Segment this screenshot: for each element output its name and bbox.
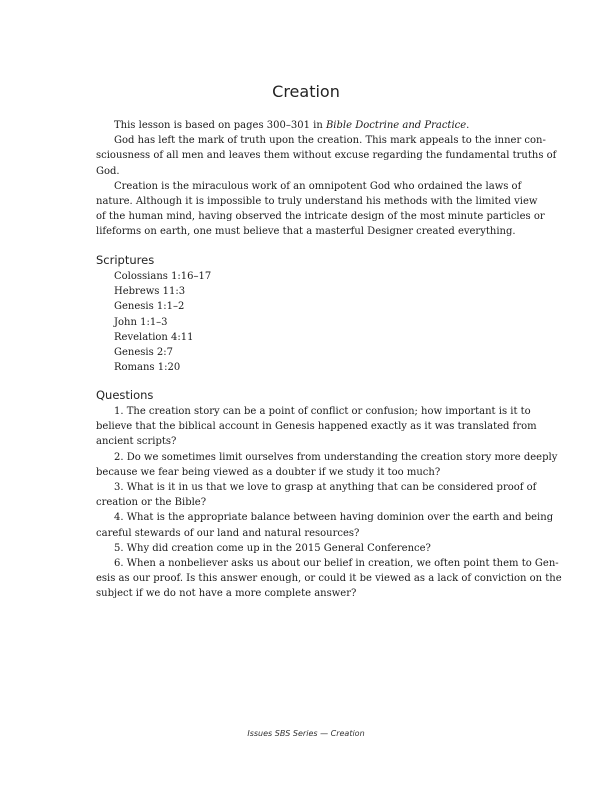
scripture-item: John 1:1–3 — [114, 316, 168, 328]
intro-p2-line: lifeforms on earth, one must believe that a masterful Designer created everything. — [96, 226, 516, 238]
question-line: 4. What is the appropriate balance between having dominion over the earth and being — [114, 512, 554, 524]
scripture-item: Revelation 4:11 — [114, 331, 194, 343]
questions-heading: Questions — [96, 388, 154, 402]
question-line: believe that the biblical account in Genesis happened exactly as it was translated from — [96, 421, 537, 433]
page-title: Creation — [272, 82, 340, 101]
question-line: esis as our proof. Is this answer enough, or could it be viewed as a lack of conviction on the — [96, 573, 562, 585]
intro-p2-line: of the human mind, having observed the intricate design of the most minute particles or — [96, 211, 545, 223]
intro-p1-line: sciousness of all men and leaves them without excuse regarding the fundamental truths of — [96, 150, 557, 162]
intro-section — [96, 118, 557, 240]
footer-topic: Creation — [330, 729, 365, 738]
question-line: careful stewards of our land and natural resources? — [96, 527, 360, 539]
question-line: creation or the Bible? — [96, 497, 207, 509]
question-line: 1. The creation story can be a point of conflict or confusion; how important is it to — [114, 406, 531, 417]
question-line: because we fear being viewed as a doubter if we study it too much? — [96, 466, 441, 478]
scriptures-section — [96, 269, 520, 375]
question-line: 6. When a nonbeliever asks us about our belief in creation, we often point them to Gen- — [114, 558, 559, 570]
intro-p1-line: God. — [96, 165, 120, 177]
intro-p2-line: nature. Although it is impossible to truly understand his methods with the limited view — [96, 196, 538, 208]
intro-p2-line: Creation is the miraculous work of an omnipotent God who ordained the laws of — [114, 180, 522, 192]
scripture-item: Genesis 2:7 — [114, 347, 173, 359]
scripture-item: Genesis 1:1–2 — [114, 301, 185, 313]
scripture-item: Hebrews 11:3 — [114, 286, 186, 298]
footer-separator: — — [317, 729, 331, 738]
question-line: 5. Why did creation come up in the 2015 General Conference? — [114, 542, 431, 554]
question-line: subject if we do not have a more complete answer? — [96, 588, 357, 600]
page-footer — [0, 729, 612, 738]
scripture-item: Romans 1:20 — [114, 362, 181, 374]
scripture-list — [96, 269, 520, 375]
book-title: Bible Doctrine and Practice — [325, 120, 467, 131]
question-line: 2. Do we sometimes limit ourselves from understanding the creation story more deeply — [114, 451, 558, 463]
intro-p1-line: God has left the mark of truth upon the creation. This mark appeals to the inner con- — [114, 135, 546, 147]
intro-lead-text: This lesson is based on pages 300–301 in — [114, 120, 326, 131]
question-line: 3. What is it in us that we love to grasp at anything that can be considered proof of — [114, 482, 537, 494]
footer-series: Issues SBS Series — [247, 729, 318, 738]
intro-lead — [96, 118, 520, 133]
intro-lead-end: . — [466, 120, 470, 131]
question-line: ancient scripts? — [96, 436, 177, 448]
questions-section — [96, 404, 562, 602]
scripture-item: Colossians 1:16–17 — [114, 271, 212, 282]
scriptures-heading: Scriptures — [96, 253, 155, 267]
